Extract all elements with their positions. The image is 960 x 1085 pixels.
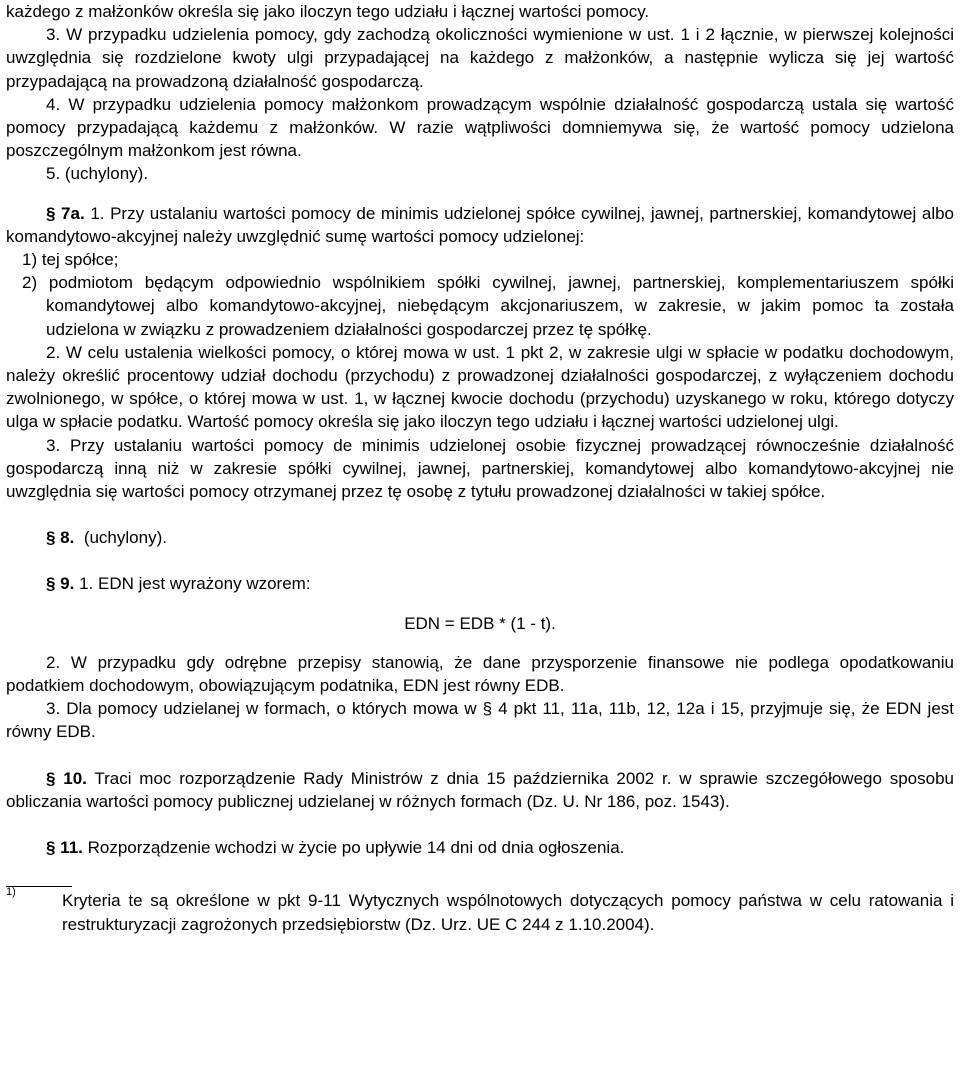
section-9 xyxy=(6,572,954,595)
paragraph: 4. W przypadku udzielenia pomocy małżonkom prowadzącym wspólnie działalność gospodarczą ustala się wartość pomocy przypadającą każdemu z małżonków. W razie wątpliwości domniemywa się, że wartość pomocy udzielona poszczególnym małżonkom jest równa. xyxy=(6,94,954,161)
section-number: § 10. xyxy=(46,768,87,788)
section-number: § 7a. xyxy=(46,203,85,223)
section-11 xyxy=(6,836,954,859)
paragraph: 3. Dla pomocy udzielanej w formach, o których mowa w § 4 pkt 11, 11a, 11b, 12, 12a i 15, przyjmuje się, że EDN jest równy EDB. xyxy=(6,699,954,742)
paragraph: 5. (uchylony). xyxy=(46,164,149,184)
formula: EDN = EDB * (1 - t). xyxy=(404,613,556,633)
footnote-separator xyxy=(6,886,72,887)
section-8 xyxy=(6,526,954,549)
section-number: § 8. xyxy=(46,528,75,548)
paragraph: 2. W przypadku gdy odrębne przepisy stanowią, że dane przysporzenie finansowe nie podlega opodatkowaniu podatkiem dochodowym, obowiązującym podatnika, EDN jest równy EDB. xyxy=(6,652,954,696)
list-item: 1) tej spółce; xyxy=(22,250,119,270)
footnote xyxy=(6,886,954,935)
paragraph: 3. Przy ustalaniu wartości pomocy de minimis udzielonej osobie fizycznej prowadzącej równocześnie działalność gospodarczą inną niż w zakresie spółki cywilnej, jawnej, partnerskiej, komandytowej albo komandytowo-akcyjnej nie uwzględnia się wartości pomocy otrzymanej przez tę osobę z tytułu prowadzonej działalności w takiej spółce. xyxy=(6,435,954,502)
section-7a xyxy=(6,202,954,248)
paragraph: (uchylony). xyxy=(83,528,167,548)
paragraph: 1. EDN jest wyrażony wzorem: xyxy=(79,574,311,594)
section-number: § 11. xyxy=(46,838,83,858)
paragraph: 1. Przy ustalaniu wartości pomocy de minimis udzielonej spółce cywilnej, jawnej, partnerskiej, komandytowej albo komandytowo-akcyjnej należy uwzględnić sumę wartości pomocy udzielonej: xyxy=(6,203,955,246)
paragraph: 2. W celu ustalenia wielkości pomocy, o której mowa w ust. 1 pkt 2, w zakresie ulgi w spłacie w podatku dochodowym, należy określić procentowy udział dochodu (przychodu) z prowadzonej działalności gospodarczej, z wyłączeniem dochodu zwolnionego, w spółce, o której mowa w ust. 1, w łącznej kwocie dochodu (przychodu) uzyskanego w roku, którego dotyczy ulga w spłacie podatku. Wartość pomocy określa się jako iloczyn tego udziału i łącznej wartości udzielonej ulgi. xyxy=(6,342,954,432)
paragraph: każdego z małżonków określa się jako iloczyn tego udziału i łącznej wartości pomocy. xyxy=(6,2,650,21)
section-10 xyxy=(6,767,954,813)
footnote-mark: 1) xyxy=(6,886,16,899)
paragraph: 3. W przypadku udzielenia pomocy, gdy zachodzą okoliczności wymienione w ust. 1 i 2 łącznie, w pierwszej kolejności uwzględnia się rozdzielone kwoty ulgi przypadającej na każdego z małżonków, a następnie wylicza się jej wartość przypadającą na prowadzoną działalność gospodarczą. xyxy=(6,25,954,91)
paragraph: Rozporządzenie wchodzi w życie po upływie 14 dni od dnia ogłoszenia. xyxy=(87,838,625,858)
list-item: 2) podmiotom będącym odpowiednio wspólnikiem spółki cywilnej, jawnej, partnerskiej, komplementariuszem spółki komandytowej albo komandytowo-akcyjnej, niebędącym akcjonariuszem, w zakresie, w jakim pomoc ta została udzielona w związku z prowadzeniem działalności gospodarczej przez tę spółkę. xyxy=(22,273,954,339)
paragraph: Traci moc rozporządzenie Rady Ministrów z dnia 15 października 2002 r. w sprawie szczegółowego sposobu obliczania wartości pomocy publicznej udzielanej w różnych formach (Dz. U. Nr 186, poz. 1543). xyxy=(6,768,955,811)
footnote-text: Kryteria te są określone w pkt 9-11 Wytycznych wspólnotowych dotyczących pomocy państwa w celu ratowania i restrukturyzacji zagrożonych przedsiębiorstw (Dz. Urz. UE C 244 z 1.10.2004). xyxy=(62,891,954,934)
section-number: § 9. xyxy=(46,574,75,594)
